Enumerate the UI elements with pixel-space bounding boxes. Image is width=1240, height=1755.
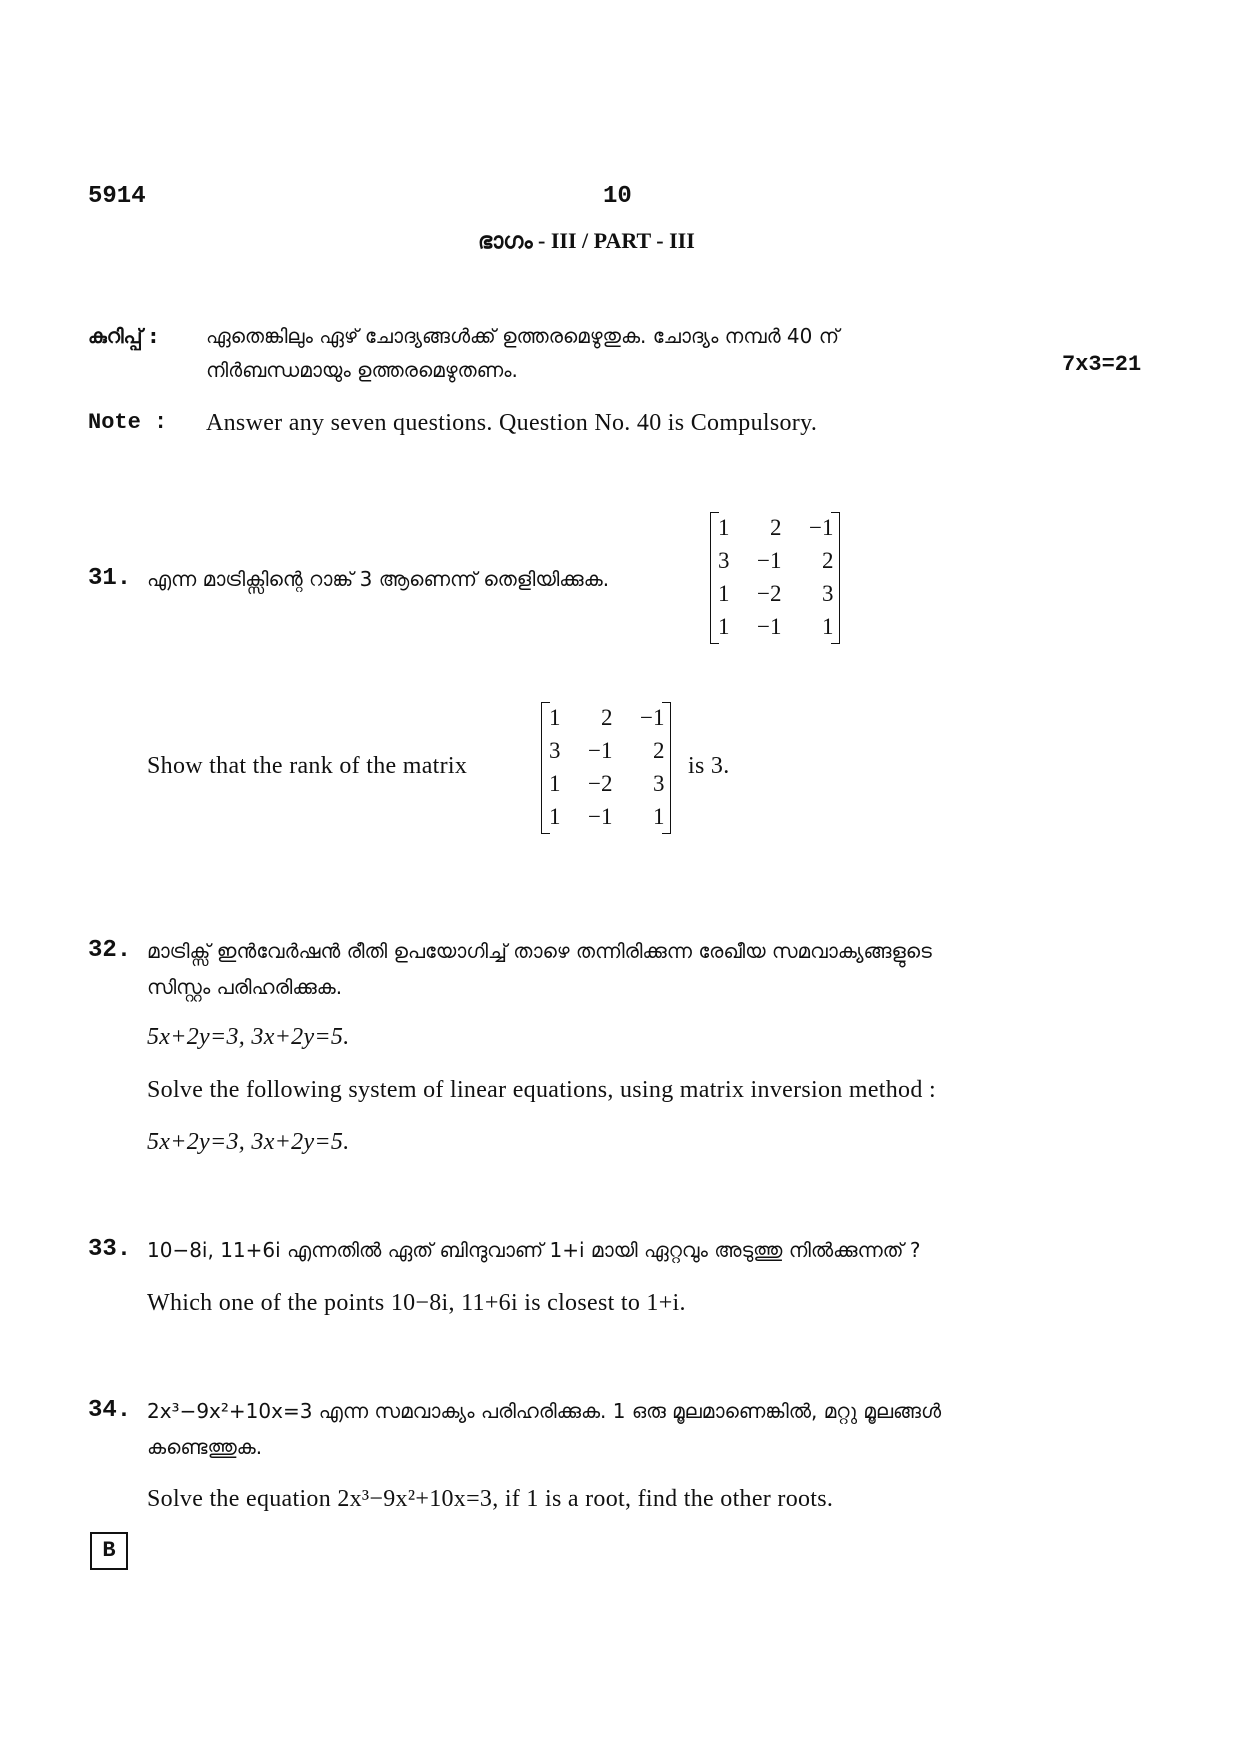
matrix-cell: 1 (653, 804, 665, 829)
q32-en-text: Solve the following system of linear equations, using matrix inversion method : (147, 1077, 936, 1103)
matrix-cell: 3 (549, 738, 561, 763)
matrix-cell: 1 (718, 581, 730, 606)
q31-ml-matrix (710, 512, 840, 644)
matrix-cell: 1 (549, 804, 561, 829)
q31-en-matrix (541, 702, 671, 834)
q33-ml-text: 10−8i, 11+6i എന്നതിൽ ഏത് ബിന്ദുവാണ് 1+i മായി ഏറ്റവും അടുത്തു നിൽക്കുന്നത് ? (147, 1238, 921, 1262)
matrix-cell: −1 (809, 515, 834, 540)
matrix-cell: 1 (718, 515, 730, 540)
q32-ml-line1: മാട്രിക്സ് ഇൻവേർഷൻ രീതി ഉപയോഗിച്ച് താഴെ തന്നിരിക്കുന്ന രേഖീയ സമവാക്യങ്ങളുടെ (147, 939, 932, 963)
matrix-cell: 1 (549, 771, 561, 796)
matrix-cell: 3 (718, 548, 730, 573)
q33-en-text: Which one of the points 10−8i, 11+6i is closest to 1+i. (147, 1290, 686, 1316)
ml-note-label: കുറിപ്പ് : (88, 324, 158, 348)
q32-ml-line2: സിസ്റ്റം പരിഹരിക്കുക. (147, 975, 343, 999)
matrix-cell: −1 (757, 614, 782, 639)
marks-allocation: 7x3=21 (1062, 352, 1142, 377)
question-number-34: 34. (88, 1397, 132, 1424)
matrix-cell: 3 (822, 581, 834, 606)
matrix-cell: 1 (718, 614, 730, 639)
ml-instruction-line1: ഏതെങ്കിലും ഏഴ് ചോദ്യങ്ങൾക്ക് ഉത്തരമെഴുതുക. ചോദ്യം നമ്പർ 40 ന് (206, 324, 840, 348)
matrix-cell: −1 (588, 738, 613, 763)
page-number: 10 (603, 183, 632, 210)
matrix-cell: −1 (757, 548, 782, 573)
matrix-cell: 2 (770, 515, 782, 540)
note-label: Note : (88, 410, 168, 435)
matrix-cell: 2 (653, 738, 665, 763)
matrix-cell: 3 (653, 771, 665, 796)
paper-code: 5914 (88, 183, 146, 210)
note-text: Answer any seven questions. Question No. 40 is Compulsory. (206, 410, 818, 436)
question-number-32: 32. (88, 937, 132, 964)
matrix-cell: 2 (601, 705, 613, 730)
matrix-cell: −2 (757, 581, 782, 606)
q34-en-text: Solve the equation 2x³−9x²+10x=3, if 1 is a root, find the other roots. (147, 1486, 834, 1512)
q32-equations: 5x+2y=3, 3x+2y=5. (147, 1024, 350, 1050)
q31-ml-text: എന്ന മാട്രിക്സിന്റെ റാങ്ക് 3 ആണെന്ന് തെളിയിക്കുക. (147, 567, 610, 591)
question-number-33: 33. (88, 1236, 132, 1263)
matrix-cell: −1 (640, 705, 665, 730)
q31-en-text: Show that the rank of the matrix (147, 753, 468, 779)
q34-ml-line1: 2x³−9x²+10x=3 എന്ന സമവാക്യം പരിഹരിക്കുക. 1 ഒരു മൂലമാണെങ്കിൽ, മറ്റു മൂലങ്ങൾ (147, 1399, 942, 1423)
part-heading: ഭാഗം - III / PART - III (478, 228, 695, 253)
series-code-box: B (90, 1532, 128, 1570)
matrix-cell: 1 (822, 614, 834, 639)
matrix-cell: 2 (822, 548, 834, 573)
ml-instruction-line2: നിർബന്ധമായും ഉത്തരമെഴുതണം. (206, 358, 518, 382)
matrix-cell: −2 (588, 771, 613, 796)
matrix-cell: −1 (588, 804, 613, 829)
q34-ml-line2: കണ്ടെത്തുക. (147, 1435, 263, 1459)
q31-en-text-after: is 3. (688, 753, 730, 779)
q32-equations-en: 5x+2y=3, 3x+2y=5. (147, 1129, 350, 1155)
question-number-31: 31. (88, 565, 132, 592)
matrix-cell: 1 (549, 705, 561, 730)
